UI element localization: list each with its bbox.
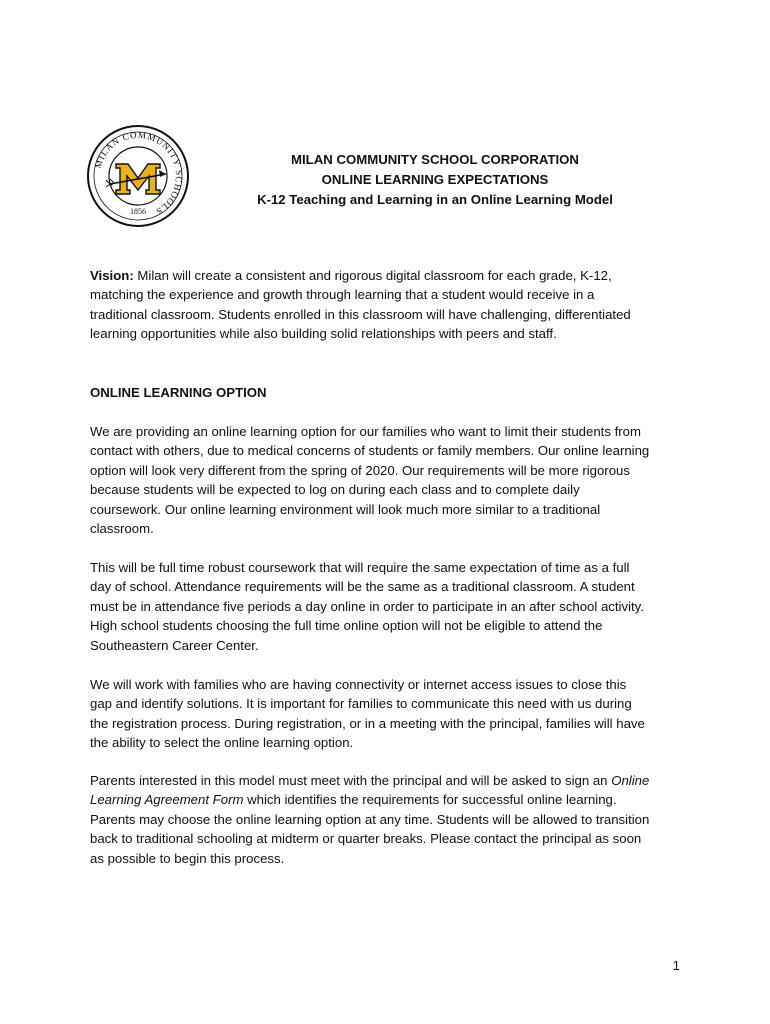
p2-line-1: This will be full time robust coursework that will require the same expectation of time as a full [90,560,630,575]
paragraph-agreement [90,771,690,868]
vision-line-4: learning opportunities while also building solid relationships with peers and staff. [90,326,557,342]
document-header [230,150,640,210]
p2-line-5: Southeastern Career Center. [90,637,259,653]
p2-line-4: High school students choosing the full time online option will not be eligible to attend the [90,618,603,634]
p3-line-4: the ability to select the online learning option. [90,735,354,751]
vision-line-3: traditional classroom. Students enrolled in this classroom will have challenging, differentiated [90,306,631,322]
paragraph-online-option [90,422,690,538]
p4-line-2-text: which identifies the requirements for successful online learning. [243,792,617,808]
p1-line-2: contact with others, due to medical concerns of students or family members. Our online learning [90,443,650,459]
p2-line-3: must be in attendance five periods a day online in order to participate in an after school activity. [90,598,644,614]
section-heading: ONLINE LEARNING OPTION [90,385,267,400]
seal-ring-text: MILAN COMMUNITY SCHOOLS [92,129,185,218]
p4-line-5: as possible to begin this process. [90,850,285,866]
page-number: 1 [672,958,680,973]
p1-line-1: We are providing an online learning option for our families who want to limit their students from [90,424,641,439]
header-line-2: ONLINE LEARNING EXPECTATIONS [321,172,549,187]
vision-line-1: Milan will create a consistent and rigorous digital classroom for each grade, K-12, [133,268,612,283]
p3-line-2: gap and identify solutions. It is important for families to communicate this need with us during [90,696,632,712]
p4-line-4: back to traditional schooling at midterm or quarter breaks. Please contact the principal as soon [90,831,642,847]
vision-line-2: matching the experience and growth through learning that a student would receive in a [90,287,595,303]
vision-label: Vision: [90,268,134,283]
header-line-3: K-12 Teaching and Learning in an Online Learning Model [257,192,613,207]
p1-line-4: because students will be expected to log on during each class and to complete daily [90,482,580,498]
p1-line-3: option will look very different from the spring of 2020. Our requirements will be more rigorous [90,462,630,478]
paragraph-connectivity [90,675,690,753]
p4-line-1-text: Parents interested in this model must meet with the principal and will be asked to sign an [90,773,612,788]
p3-line-3: the registration process. During registration, or in a meeting with the principal, families will have [90,715,645,731]
p1-line-5: coursework. Our online learning environment will look much more similar to a traditional [90,501,601,517]
p1-line-6: classroom. [90,521,154,537]
p4-line-1-italic: Online [611,773,650,788]
seal-year: 1856 [130,207,146,216]
p4-line-3: Parents may choose the online learning option at any time. Students will be allowed to transition [90,811,650,827]
header-line-1: MILAN COMMUNITY SCHOOL CORPORATION [291,152,579,167]
vision-paragraph [90,266,690,344]
p2-line-2: day of school. Attendance requirements will be the same as a traditional classroom. A student [90,579,635,595]
paragraph-full-time [90,558,690,655]
p4-line-2-italic: Learning Agreement Form [90,792,244,808]
school-seal-logo [86,124,190,228]
p3-line-1: We will work with families who are having connectivity or internet access issues to close this [90,677,627,692]
